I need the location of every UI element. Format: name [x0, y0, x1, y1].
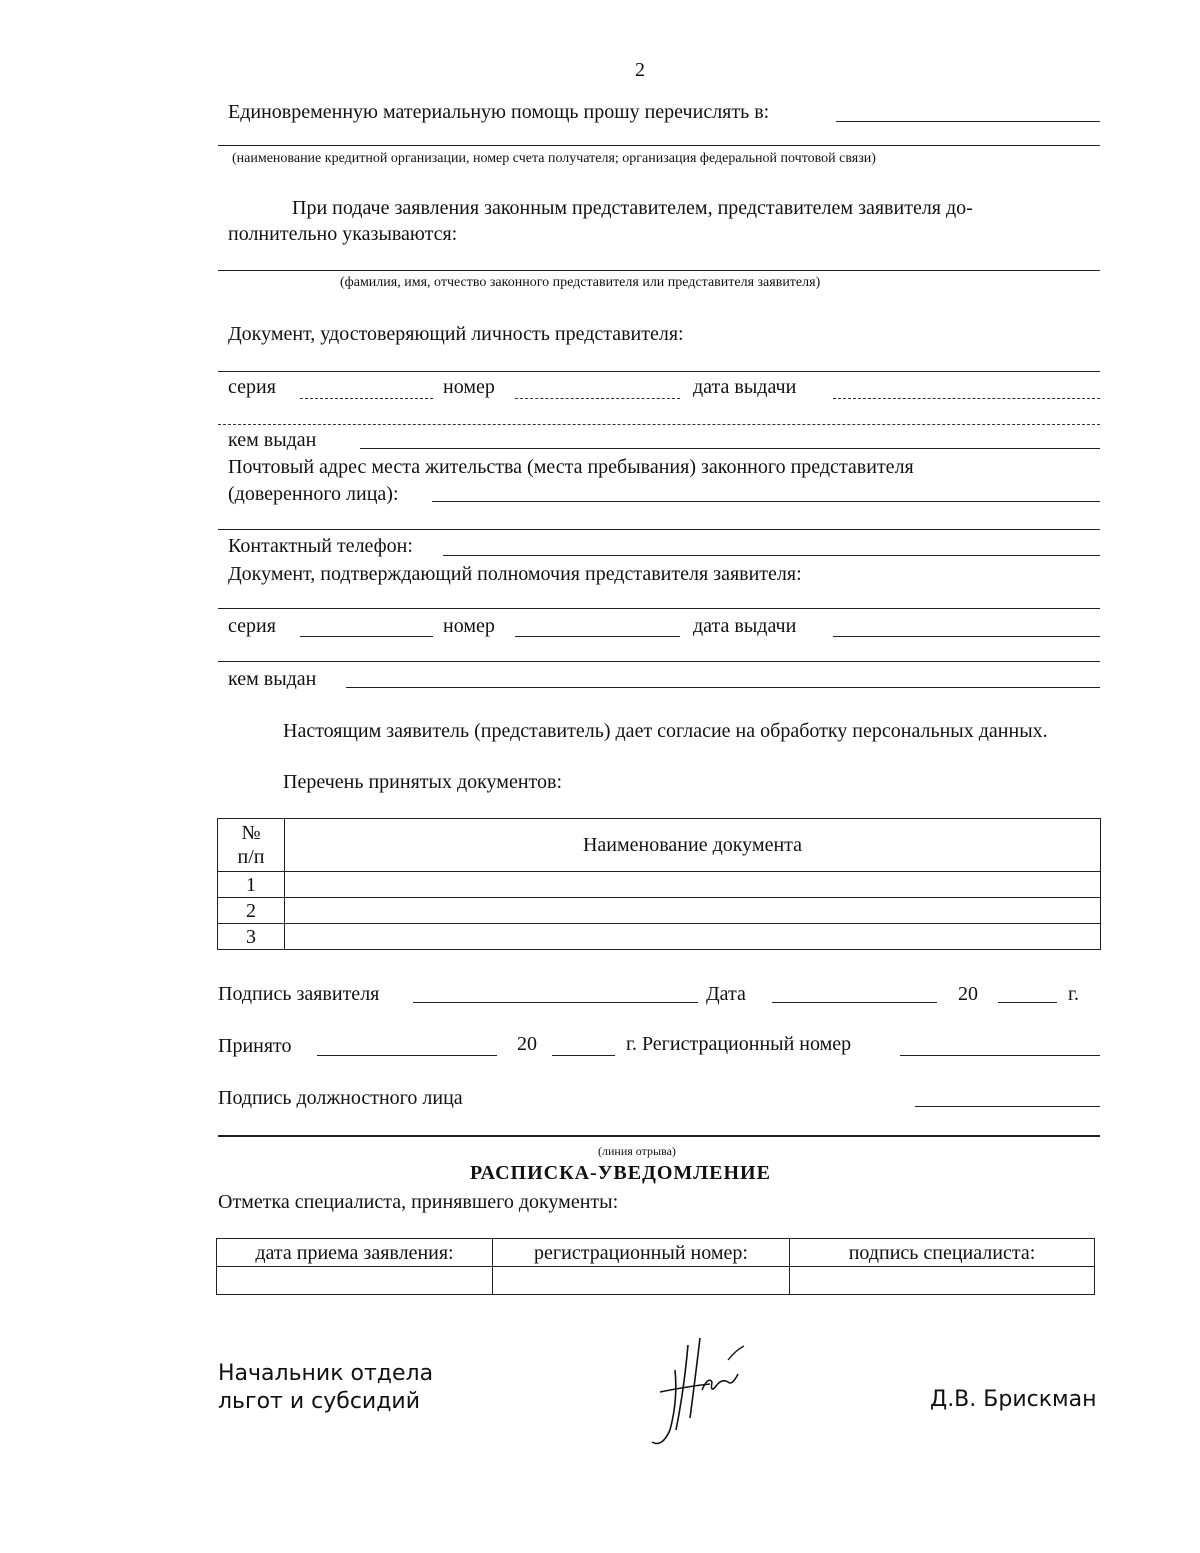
date-field[interactable]	[772, 1002, 937, 1003]
col-num-header	[218, 819, 285, 872]
year-suffix: г.	[1068, 983, 1079, 1005]
date-label: Дата	[706, 983, 746, 1005]
auth-series-field[interactable]	[300, 636, 433, 637]
id-series-field[interactable]	[300, 398, 433, 399]
official-signature-field[interactable]	[915, 1106, 1100, 1107]
representative-name-field[interactable]	[218, 270, 1100, 271]
auth-issued-by-field[interactable]	[346, 687, 1100, 688]
id-issued-by-label: кем выдан	[228, 429, 317, 451]
receipt-table	[216, 1238, 1095, 1295]
auth-issue-date-field[interactable]	[833, 636, 1100, 637]
reg-number-field[interactable]	[900, 1055, 1100, 1056]
auth-number-label: номер	[443, 615, 495, 637]
accepted-date-field[interactable]	[317, 1055, 497, 1056]
address-field[interactable]	[432, 501, 1100, 502]
col-num-line-2: п/п	[237, 846, 265, 868]
accepted-year-prefix: 20	[517, 1033, 537, 1055]
row-document-name[interactable]	[285, 898, 1101, 924]
year-field[interactable]	[998, 1002, 1057, 1003]
consent-text: Настоящим заявитель (представитель) дает согласие на обработку персональных данных.	[283, 720, 1048, 742]
id-number-field[interactable]	[515, 398, 680, 399]
documents-title: Перечень принятых документов:	[283, 771, 563, 793]
receipt-date-cell[interactable]	[217, 1267, 493, 1295]
receipt-col-signature: подпись специалиста:	[790, 1239, 1095, 1267]
tear-line	[218, 1135, 1100, 1137]
id-extra-line[interactable]	[218, 424, 1100, 425]
handwritten-signature	[640, 1330, 760, 1450]
id-number-label: номер	[443, 376, 495, 398]
receipt-reg-number-cell[interactable]	[493, 1267, 790, 1295]
id-issue-date-label: дата выдачи	[693, 376, 797, 398]
documents-table	[217, 818, 1101, 950]
table-row	[217, 1267, 1095, 1295]
bank-label: Единовременную материальную помощь прошу перечислять в:	[228, 101, 770, 123]
accepted-label: Принято	[218, 1035, 292, 1057]
documents-table-header	[218, 819, 1101, 872]
phone-field[interactable]	[443, 555, 1100, 556]
footer-position-1: Начальник отдела	[218, 1361, 434, 1386]
row-document-name[interactable]	[285, 872, 1101, 898]
representative-intro-2: полнительно указываются:	[228, 223, 458, 245]
id-doc-label: Документ, удостоверяющий личность представителя:	[228, 323, 684, 345]
bank-field[interactable]	[836, 121, 1100, 122]
tear-line-label: (линия отрыва)	[598, 1144, 676, 1158]
authority-doc-field[interactable]	[218, 608, 1100, 609]
official-signature-label: Подпись должностного лица	[218, 1087, 463, 1109]
auth-number-field[interactable]	[515, 636, 680, 637]
receipt-col-date: дата приема заявления:	[217, 1239, 493, 1267]
auth-issue-date-label: дата выдачи	[693, 615, 797, 637]
id-doc-field[interactable]	[218, 371, 1100, 372]
receipt-signature-cell[interactable]	[790, 1267, 1095, 1295]
table-row	[218, 924, 1101, 950]
row-document-name[interactable]	[285, 924, 1101, 950]
id-series-label: серия	[228, 376, 276, 398]
page-number: 2	[635, 59, 645, 81]
phone-label: Контактный телефон:	[228, 535, 413, 557]
row-number: 3	[218, 924, 285, 950]
id-issued-by-field[interactable]	[360, 448, 1100, 449]
receipt-note: Отметка специалиста, принявшего документы:	[218, 1191, 619, 1213]
id-issue-date-field[interactable]	[833, 398, 1100, 399]
representative-intro-1: При подаче заявления законным представителем, представителем заявителя до-	[292, 197, 973, 219]
col-name-header: Наименование документа	[285, 819, 1101, 872]
address-label-2: (доверенного лица):	[228, 483, 399, 505]
year-prefix: 20	[958, 983, 978, 1005]
row-number: 2	[218, 898, 285, 924]
representative-name-hint: (фамилия, имя, отчество законного представителя или представителя заявителя)	[340, 275, 821, 290]
accepted-year-field[interactable]	[552, 1055, 615, 1056]
table-row	[218, 898, 1101, 924]
receipt-col-reg-number: регистрационный номер:	[493, 1239, 790, 1267]
authority-doc-label: Документ, подтверждающий полномочия представителя заявителя:	[228, 563, 802, 585]
applicant-signature-label: Подпись заявителя	[218, 983, 380, 1005]
reg-number-label: г. Регистрационный номер	[626, 1033, 852, 1055]
bank-hint: (наименование кредитной организации, номер счета получателя; организация федеральной почтовой связи)	[232, 151, 876, 166]
receipt-title: РАСПИСКА-УВЕДОМЛЕНИЕ	[470, 1162, 771, 1184]
footer-signatory-name: Д.В. Брискман	[930, 1387, 1097, 1412]
col-num-line-1: №	[241, 822, 261, 844]
row-number: 1	[218, 872, 285, 898]
address-field-line-2[interactable]	[218, 529, 1100, 530]
auth-extra-line[interactable]	[218, 661, 1100, 662]
footer-position-2: льгот и субсидий	[218, 1389, 421, 1414]
auth-issued-by-label: кем выдан	[228, 668, 317, 690]
address-label-1: Почтовый адрес места жительства (места пребывания) законного представителя	[228, 456, 914, 478]
bank-field-line-2[interactable]	[218, 145, 1100, 146]
receipt-table-header	[217, 1239, 1095, 1267]
table-row	[218, 872, 1101, 898]
auth-series-label: серия	[228, 615, 276, 637]
applicant-signature-field[interactable]	[413, 1002, 698, 1003]
